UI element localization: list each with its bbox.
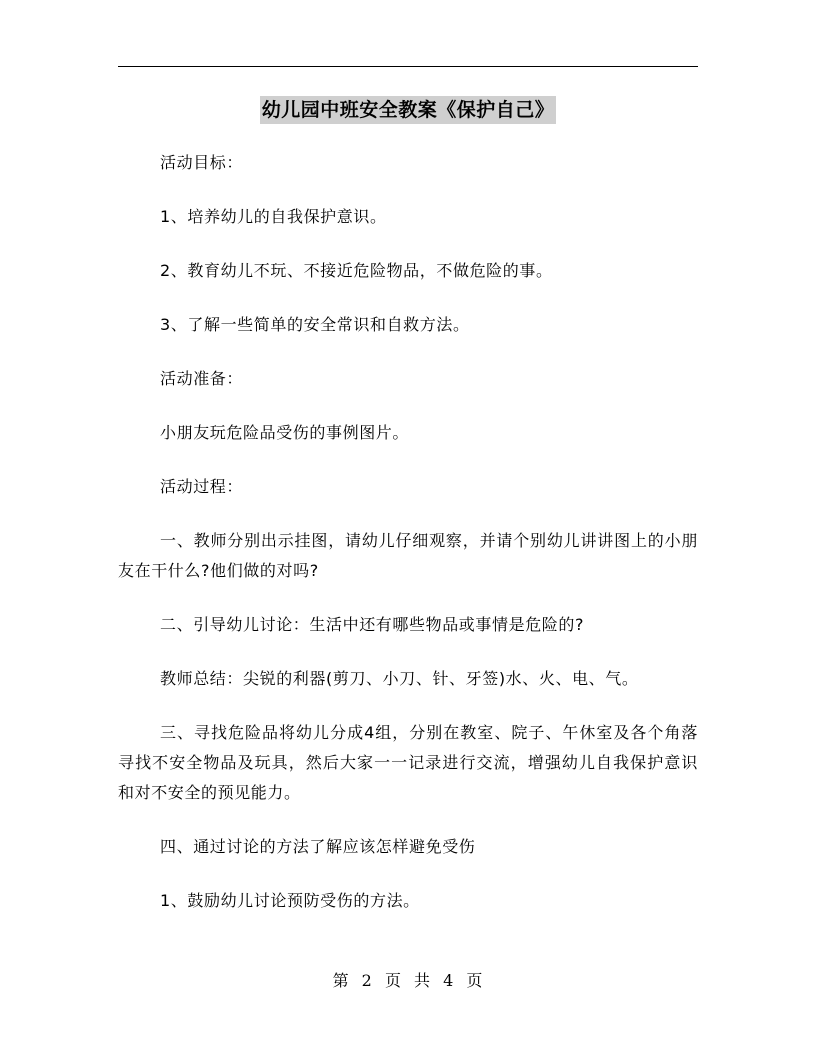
document-body: [118, 148, 698, 940]
document-title: 幼儿园中班安全教案《保护自己》: [260, 96, 557, 124]
paragraph-teacher-summary: 教师总结：尖锐的利器(剪刀、小刀、针、牙签)水、火、电、气。: [160, 669, 639, 688]
paragraph-goal-2: 2、教育幼儿不玩、不接近危险物品，不做危险的事。: [160, 261, 553, 280]
paragraph-process-heading: 活动过程：: [160, 477, 244, 496]
paragraph-prep-heading: 活动准备：: [160, 369, 244, 388]
paragraph-prep-detail: 小朋友玩危险品受伤的事例图片。: [160, 423, 410, 442]
paragraph-step-4-item-1: 1、鼓励幼儿讨论预防受伤的方法。: [160, 891, 420, 910]
paragraph-step-1: 一、教师分别出示挂图，请幼儿仔细观察，并请个别幼儿讲讲图上的小朋友在干什么?他们做的对吗?: [118, 531, 698, 580]
page-footer: [0, 968, 816, 991]
page-number-indicator: 第 2 页 共 4 页: [332, 971, 484, 990]
paragraph-goals-heading: 活动目标：: [160, 153, 244, 172]
paragraph-step-2: 二、引导幼儿讨论：生活中还有哪些物品或事情是危险的?: [160, 615, 585, 634]
header-rule: [118, 66, 698, 67]
paragraph-goal-1: 1、培养幼儿的自我保护意识。: [160, 207, 387, 226]
paragraph-step-3: 三、寻找危险品将幼儿分成4组，分别在教室、院子、午休室及各个角落寻找不安全物品及玩具，然后大家一一记录进行交流，增强幼儿自我保护意识和对不安全的预见能力。: [118, 723, 698, 802]
paragraph-goal-3: 3、了解一些简单的安全常识和自救方法。: [160, 315, 470, 334]
paragraph-step-4: 四、通过讨论的方法了解应该怎样避免受伤: [160, 837, 476, 856]
title-container: [0, 96, 816, 124]
